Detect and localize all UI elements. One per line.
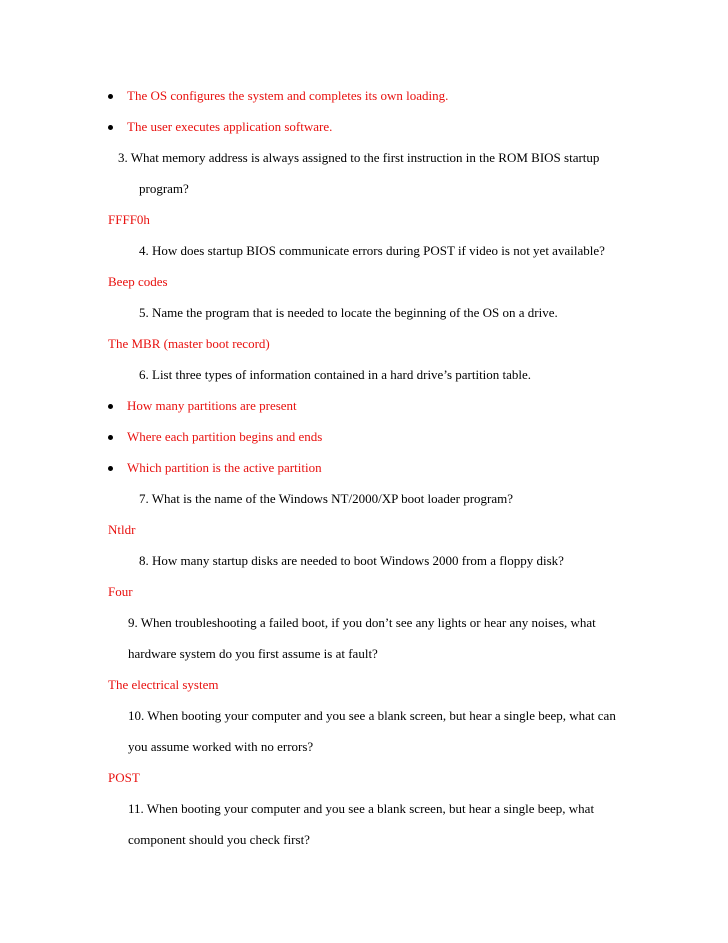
question-5: 5. Name the program that is needed to locate the beginning of the OS on a drive. [139, 305, 558, 320]
answer-6-bullet: Where each partition begins and ends [127, 429, 323, 444]
answer-9: The electrical system [108, 677, 219, 692]
bullet-icon [108, 404, 113, 409]
question-11-line-1: 11. When booting your computer and you see a blank screen, but hear a single beep, what [128, 801, 595, 816]
answer-6-bullet: Which partition is the active partition [127, 460, 322, 475]
question-8: 8. How many startup disks are needed to boot Windows 2000 from a floppy disk? [139, 553, 564, 568]
question-11-line-2: component should you check first? [128, 832, 310, 847]
answer-4: Beep codes [108, 274, 168, 289]
question-6: 6. List three types of information contained in a hard drive’s partition table. [139, 367, 532, 382]
question-10-line-2: you assume worked with no errors? [128, 739, 314, 754]
answer-8: Four [108, 584, 133, 599]
question-4: 4. How does startup BIOS communicate errors during POST if video is not yet available? [139, 243, 605, 258]
answer-7: Ntldr [108, 522, 136, 537]
bullet-icon [108, 435, 113, 440]
question-9-line-2: hardware system do you first assume is at fault? [128, 646, 378, 661]
answer-3: FFFF0h [108, 212, 150, 227]
question-7: 7. What is the name of the Windows NT/2000/XP boot loader program? [139, 491, 513, 506]
answer-bullet: The user executes application software. [127, 119, 333, 134]
bullet-icon [108, 466, 113, 471]
bullet-icon [108, 125, 113, 130]
question-10-line-1: 10. When booting your computer and you see a blank screen, but hear a single beep, what can [128, 708, 616, 723]
question-3-line-1: 3. What memory address is always assigned to the first instruction in the ROM BIOS startup [118, 150, 600, 165]
answer-6-bullet: How many partitions are present [127, 398, 297, 413]
answer-bullet: The OS configures the system and completes its own loading. [127, 88, 449, 103]
answer-10: POST [108, 770, 140, 785]
answer-5: The MBR (master boot record) [108, 336, 270, 351]
question-3-line-2: program? [139, 181, 189, 196]
question-9-line-1: 9. When troubleshooting a failed boot, if you don’t see any lights or hear any noises, what [128, 615, 596, 630]
bullet-icon [108, 94, 113, 99]
